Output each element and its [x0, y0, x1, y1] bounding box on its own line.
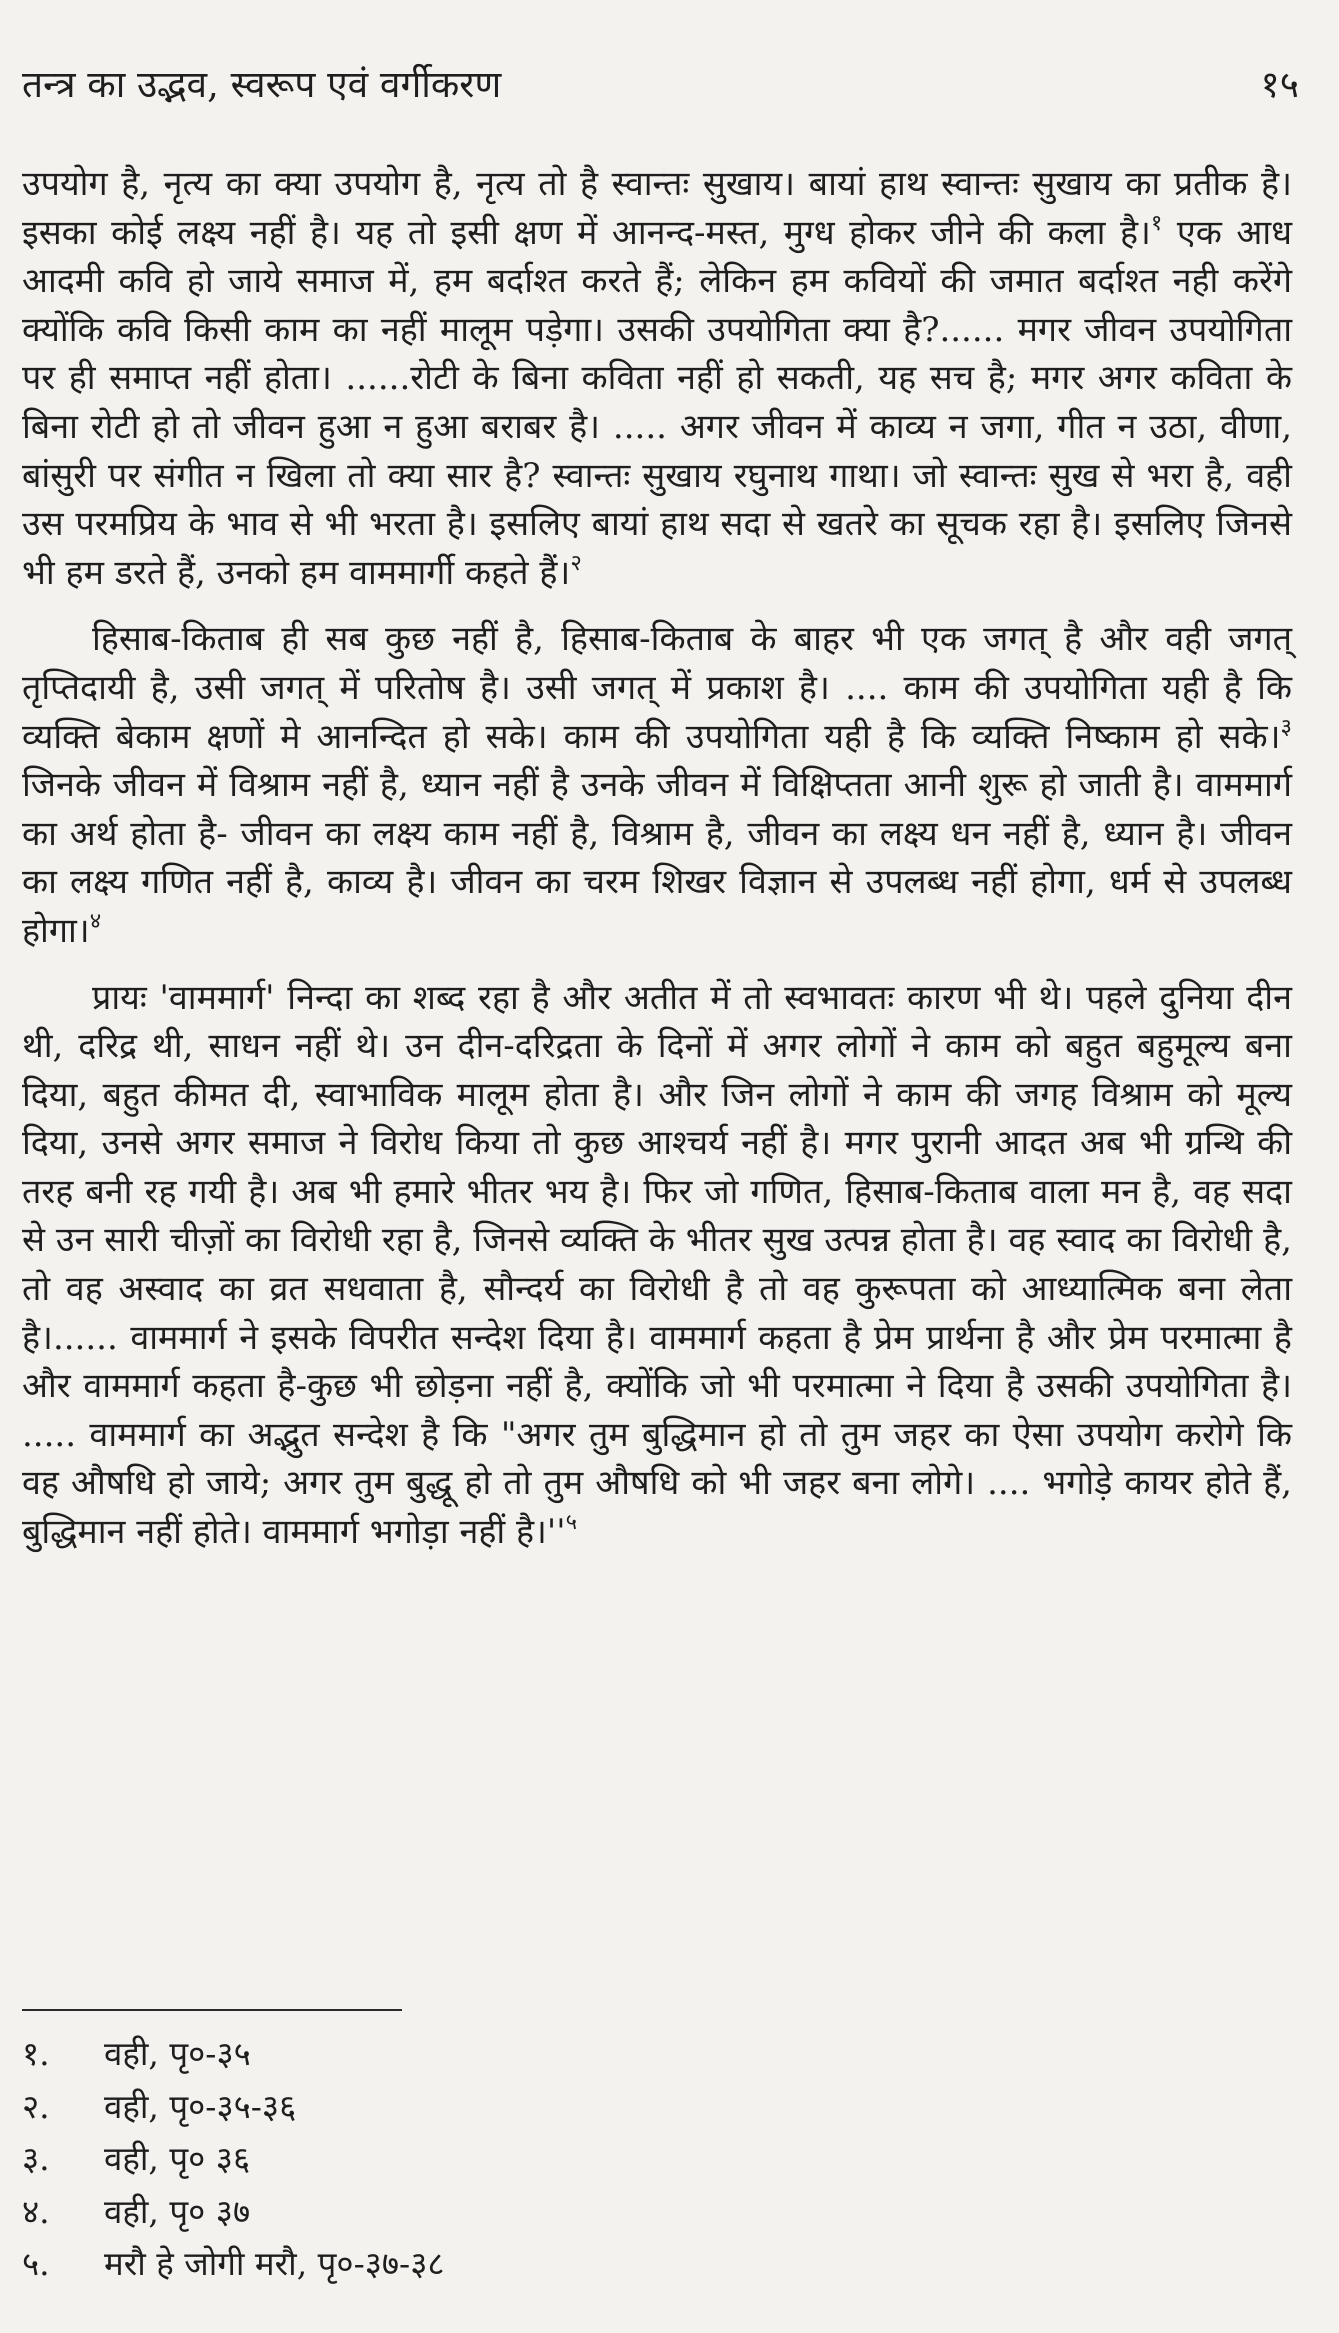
footnote-separator: [22, 2009, 402, 2011]
footnote-marker: १: [1150, 210, 1163, 236]
footnote-marker: ५: [565, 1510, 578, 1536]
paragraph-text: प्रायः 'वाममार्ग' निन्दा का शब्द रहा है और अतीत में तो स्वभावतः कारण भी थे। पहले दुनिया दीन थी, दरिद्र थी, साधन नहीं थे। उन दीन-दरिद्रता के दिनों में अगर लोगों ने काम को बहुत बहुमूल्य बना दिया, बहुत कीमत दी, स्वाभाविक मालूम होता है। और जिन लोगों ने काम की जगह विश्राम को मूल्य दिया, उनसे अगर समाज ने विरोध किया तो कुछ आश्चर्य नहीं है। मगर पुरानी आदत अब भी ग्रन्थि की तरह बनी रह गयी है। अब भी हमारे भीतर भय है। फिर जो गणित, हिसाब-किताब वाला मन है, वह सदा से उन सारी चीज़ों का विरोधी रहा है, जिनसे व्यक्ति के भीतर सुख उत्पन्न होता है। वह स्वाद का विरोधी है, तो वह अस्वाद का व्रत सधवाता है, सौन्दर्य का विरोधी है तो वह कुरूपता को आध्यात्मिक बना लेता है।...... वाममार्ग ने इसके विपरीत सन्देश दिया है। वाममार्ग कहता है प्रेम प्रार्थना है और प्रेम परमात्मा है और वाममार्ग कहता है-कुछ भी छोड़ना नहीं है, क्योंकि जो भी परमात्मा ने दिया है उसकी उपयोगिता है। ..... वाममार्ग का अद्भुत सन्देश है कि "अगर तुम बुद्धिमान हो तो तुम जहर का ऐसा उपयोग करोगे कि वह औषधि हो जाये; अगर तुम बुद्धू हो तो तुम औषधि को भी जहर बना लोगे। .... भगोड़े कायर होते हैं, बुद्धिमान नहीं होते। वाममार्ग भगोड़ा नहीं है।'': [22, 977, 1292, 1553]
footnote-text: वही, पृ० ३७: [104, 2191, 251, 2231]
footnote-number: ४.: [22, 2191, 50, 2231]
page-number: १५: [1260, 63, 1299, 106]
footnote: [22, 2238, 922, 2291]
paragraph-text: जिनके जीवन में विश्राम नहीं है, ध्यान नहीं है उनके जीवन में विक्षिप्तता आनी शुरू हो जाती है। वाममार्ग का अर्थ होता है- जीवन का लक्ष्य काम नहीं है, विश्राम है, जीवन का लक्ष्य धन नहीं है, ध्यान है। जीवन का लक्ष्य गणित नहीं है, काव्य है। जीवन का चरम शिखर विज्ञान से उपलब्ध नहीं होगा, धर्म से उपलब्ध होगा।: [22, 765, 1292, 951]
footnote-text: वही, पृ०-३५-३६: [104, 2086, 297, 2126]
footnote-number: १.: [22, 2034, 50, 2073]
page-header: [22, 62, 1299, 112]
footnote-number: ५.: [22, 2244, 50, 2283]
paragraph-text: हिसाब-किताब ही सब कुछ नहीं है, हिसाब-किताब के बाहर भी एक जगत् है और वही जगत् तृप्तिदायी है, उसी जगत् में परितोष है। उसी जगत् में प्रकाश है। .... काम की उपयोगिता यही है कि व्यक्ति बेकाम क्षणों मे आनन्दित हो सके। काम की उपयोगिता यही है कि व्यक्ति निष्काम हो सके।: [22, 619, 1292, 757]
footnote: [22, 2028, 922, 2081]
footnote: [22, 2081, 922, 2134]
body-paragraph: [22, 160, 1292, 597]
footnote-text: वही, पृ०-३५: [104, 2034, 251, 2073]
footnote-number: २.: [22, 2086, 50, 2126]
footnote: [22, 2186, 922, 2239]
body-paragraph: [22, 974, 1292, 1557]
footnote-list: [22, 2028, 922, 2291]
footnote: [22, 2133, 922, 2186]
paragraph-text: एक आध आदमी कवि हो जाये समाज में, हम बर्दाश्त करते हैं; लेकिन हम कवियों की जमात बर्दाश्त नही करेंगे क्योंकि कवि किसी काम का नहीं मालूम पड़ेगा। उसकी उपयोगिता क्या है?...... मगर जीवन उपयोगिता पर ही समाप्त नहीं होता। ......रोटी के बिना कविता नहीं हो सकती, यह सच है; मगर अगर कविता के बिना रोटी हो तो जीवन हुआ न हुआ बराबर है। ..... अगर जीवन में काव्य न जगा, गीत न उठा, वीणा, बांसुरी पर संगीत न खिला तो क्या सार है? स्वान्तः सुखाय रघुनाथ गाथा। जो स्वान्तः सुख से भरा है, वही उस परमप्रिय के भाव से भी भरता है। इसलिए बायां हाथ सदा से खतरे का सूचक रहा है। इसलिए जिनसे भी हम डरते हैं, उनको हम वाममार्गी कहते हैं।: [22, 212, 1293, 593]
footnote-number: ३.: [22, 2139, 50, 2178]
footnote-marker: ४: [89, 908, 102, 934]
footnote-marker: ३: [1280, 714, 1292, 740]
body-paragraph: [22, 615, 1292, 955]
footnote-text: मरौ हे जोगी मरौ, पृ०-३७-३८: [104, 2244, 445, 2283]
paragraph-text: उपयोग है, नृत्य का क्या उपयोग है, नृत्य तो है स्वान्तः सुखाय। बायां हाथ स्वान्तः सुखाय का प्रतीक है। इसका कोई लक्ष्य नहीं है। यह तो इसी क्षण में आनन्द-मस्त, मुग्ध होकर जीने की कला है।: [22, 164, 1292, 253]
body-text: [22, 160, 1292, 1557]
running-head: तन्त्र का उद्भव, स्वरूप एवं वर्गीकरण: [22, 63, 502, 106]
footnote-marker: २: [570, 550, 582, 576]
footnote-text: वही, पृ० ३६: [104, 2139, 251, 2178]
